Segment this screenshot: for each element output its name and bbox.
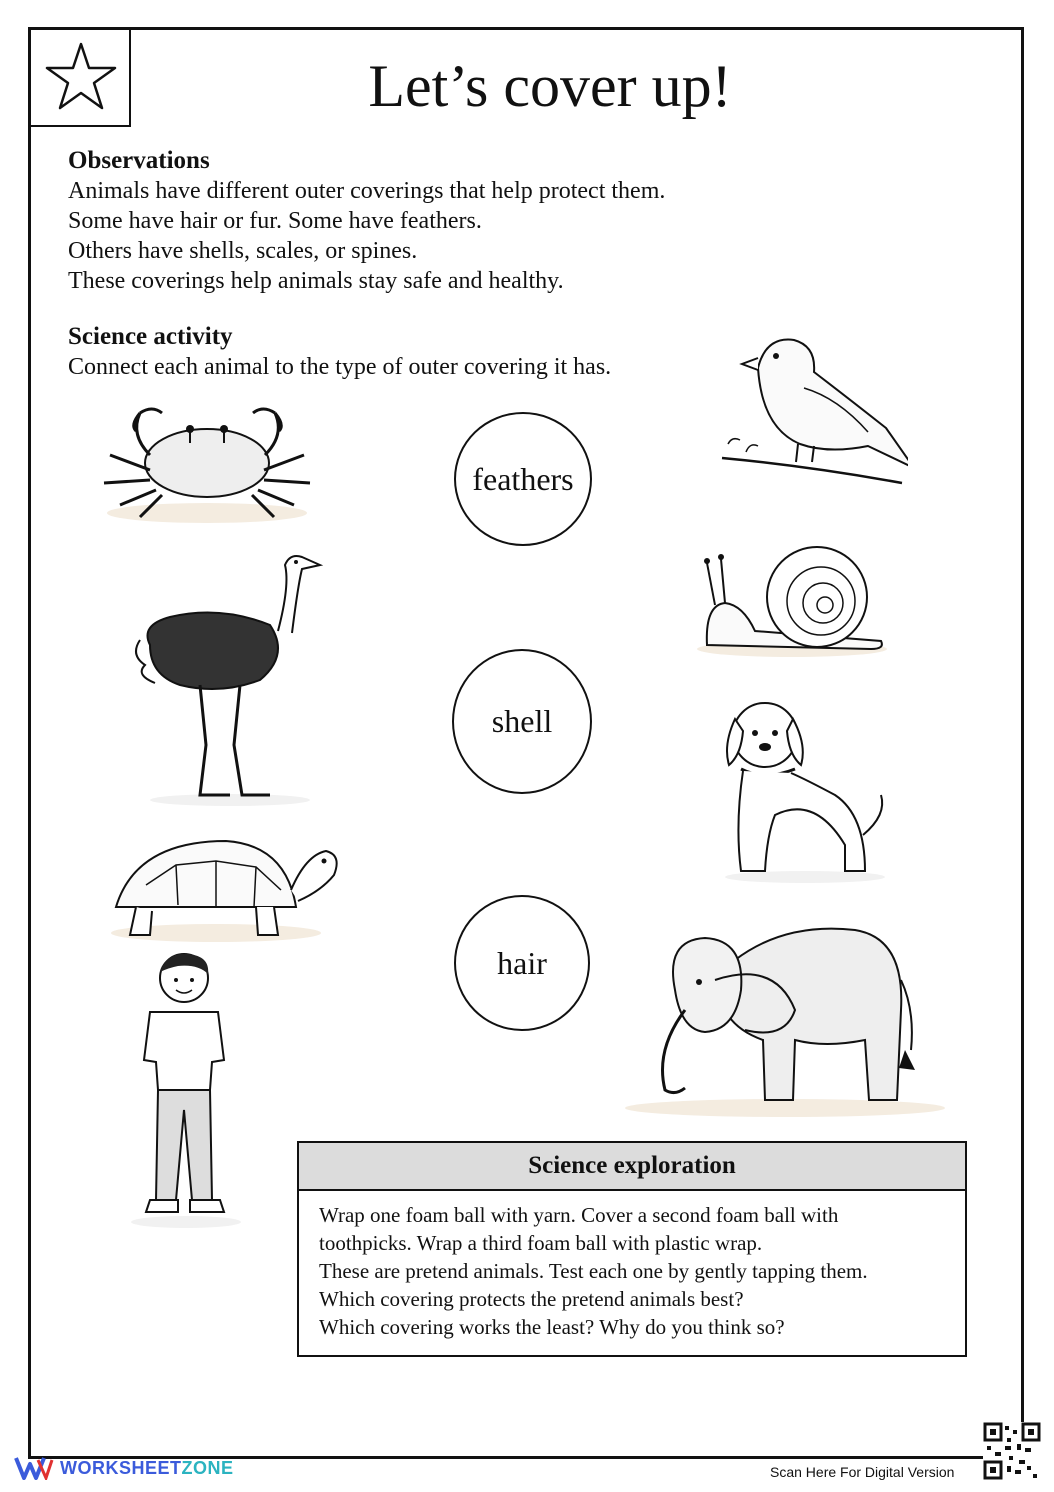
- logo-text-part1: WORKSHEET: [60, 1457, 182, 1478]
- star-badge: [31, 30, 131, 127]
- covering-circle-shell[interactable]: shell: [452, 649, 592, 794]
- exploration-line: toothpicks. Wrap a third foam ball with plastic wrap.: [319, 1231, 763, 1255]
- worksheetzone-logo[interactable]: [14, 1456, 234, 1480]
- observation-line: Others have shells, scales, or spines.: [68, 238, 418, 264]
- observations-text: [68, 176, 665, 296]
- qr-code-icon[interactable]: [983, 1422, 1041, 1480]
- activity-instruction: [68, 352, 611, 382]
- puppy-image[interactable]: [715, 695, 890, 885]
- exploration-line: Wrap one foam ball with yarn. Cover a second foam ball with: [319, 1203, 839, 1227]
- exploration-line: Which covering works the least? Why do you think so?: [319, 1315, 785, 1339]
- exploration-line: Which covering protects the pretend animals best?: [319, 1287, 744, 1311]
- snail-image[interactable]: [695, 545, 890, 660]
- exploration-line: These are pretend animals. Test each one by gently tapping them.: [319, 1259, 868, 1283]
- boy-image[interactable]: [128, 950, 243, 1235]
- logo-text: [60, 1458, 234, 1479]
- bird-image[interactable]: [718, 328, 908, 493]
- science-exploration-box: [297, 1141, 967, 1357]
- instruction-line: Connect each animal to the type of outer covering it has.: [68, 354, 612, 380]
- observation-line: These coverings help animals stay safe and healthy.: [68, 268, 564, 294]
- covering-circle-hair[interactable]: hair: [454, 895, 590, 1031]
- star-icon: [45, 40, 117, 112]
- covering-circle-feathers[interactable]: feathers: [454, 412, 592, 546]
- ostrich-image[interactable]: [130, 545, 330, 810]
- logo-text-part2: ZONE: [181, 1457, 234, 1478]
- elephant-image[interactable]: [615, 920, 960, 1120]
- page-title: Let’s cover up!: [368, 53, 732, 119]
- observation-line: Animals have different outer coverings that help protect them.: [68, 178, 666, 204]
- scan-caption: Scan Here For Digital Version: [770, 1464, 955, 1480]
- observation-line: Some have hair or fur. Some have feathers.: [68, 208, 482, 234]
- logo-mark-icon: [14, 1456, 54, 1480]
- observations-heading: Observations: [68, 147, 210, 174]
- exploration-heading: Science exploration: [299, 1143, 965, 1191]
- exploration-text: [299, 1191, 965, 1341]
- activity-heading: Science activity: [68, 323, 233, 350]
- tortoise-image[interactable]: [106, 835, 341, 945]
- crab-image[interactable]: [90, 395, 325, 525]
